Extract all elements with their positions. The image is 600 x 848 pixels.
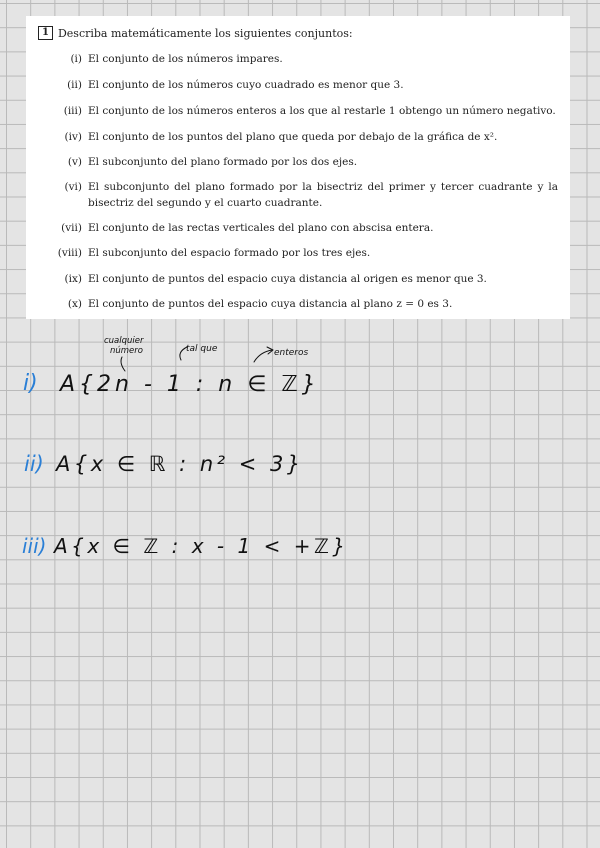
exercise-prompt: Describa matemáticamente los siguientes conjuntos: xyxy=(57,26,353,40)
arrow-icon xyxy=(254,350,272,362)
annotation-text: cualquier xyxy=(104,336,144,346)
item-text: El conjunto de las rectas verticales del plano con abscisa entera. xyxy=(88,222,434,234)
item-label: (vii) xyxy=(61,222,82,234)
answer-label: iii) xyxy=(22,534,47,558)
item-label: (iv) xyxy=(64,131,82,143)
item-text: El subconjunto del plano formado por la bisectriz del primer y tercer cuadrante y la bisectriz del segundo y el cuarto cuadrante. xyxy=(88,181,558,209)
item-text: El conjunto de los puntos del plano que queda por debajo de la gráfica de x². xyxy=(88,131,498,143)
answer-set: A{2n - 1 : n ∈ ℤ} xyxy=(60,372,320,397)
annotation-text: número xyxy=(110,346,143,356)
item-text: El conjunto de los números impares. xyxy=(88,53,283,65)
exercise-number: 1 xyxy=(38,26,53,40)
item-text: El conjunto de los números cuyo cuadrado es menor que 3. xyxy=(88,79,404,91)
item-label: (viii) xyxy=(57,247,82,259)
item-text: El conjunto de puntos del espacio cuya distancia al plano z = 0 es 3. xyxy=(88,298,453,310)
item-label: (i) xyxy=(70,53,82,65)
item-label: (v) xyxy=(67,156,82,168)
arrow-icon xyxy=(121,357,125,371)
answer-label: ii) xyxy=(24,452,44,476)
item-text: El conjunto de los números enteros a los que al restarle 1 obtengo un número negativo. xyxy=(88,105,556,117)
annotation-text: tal que xyxy=(186,344,218,354)
answer-set: A{x ∈ ℝ : n² < 3} xyxy=(56,452,304,476)
item-text: El conjunto de puntos del espacio cuya distancia al origen es menor que 3. xyxy=(88,273,487,285)
item-label: (iii) xyxy=(63,105,82,117)
answer-set: A{x ∈ ℤ : x - 1 < +ℤ} xyxy=(54,534,349,558)
item-label: (ix) xyxy=(64,273,82,285)
item-text: El subconjunto del espacio formado por los tres ejes. xyxy=(88,247,371,259)
item-label: (x) xyxy=(67,298,82,310)
item-text: El subconjunto del plano formado por los dos ejes. xyxy=(88,156,358,168)
annotation-text: enteros xyxy=(274,348,309,358)
item-label: (vi) xyxy=(64,181,82,193)
answer-label: i) xyxy=(23,371,38,396)
item-label: (ii) xyxy=(67,79,82,91)
